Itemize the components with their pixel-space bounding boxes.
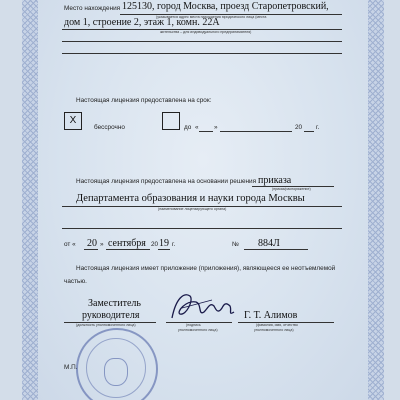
location-line2: дом 1, строение 2, этаж 1, комн. 22А bbox=[64, 17, 220, 28]
basis-year-line bbox=[158, 249, 170, 250]
until-month-line bbox=[220, 131, 292, 132]
location-underline-3 bbox=[62, 41, 342, 42]
until-year-line bbox=[304, 131, 314, 132]
signer-name-note1: (фамилия, имя, отчество bbox=[256, 323, 298, 327]
location-note1: (указывается адрес места нахождения юридического лица (места bbox=[156, 15, 267, 19]
basis-day-line bbox=[84, 249, 98, 250]
location-underline-4 bbox=[62, 53, 342, 54]
basis-label: Настоящая лицензия предоставлена на основании решения bbox=[76, 178, 257, 185]
basis-number-line bbox=[244, 249, 308, 250]
basis-extra-line bbox=[62, 228, 342, 229]
indefinite-checkbox: X bbox=[64, 112, 82, 130]
basis-doc-type-note: (приказ/распоряжение) bbox=[272, 187, 311, 191]
appendix-line1: Настоящая лицензия имеет приложение (приложения), являющееся ее неотъемлемой bbox=[76, 265, 336, 272]
basis-day: 20 bbox=[87, 238, 97, 249]
signer-position-line1: Заместитель bbox=[88, 298, 141, 309]
basis-authority: Департамента образования и науки города Москвы bbox=[76, 193, 305, 204]
basis-century: 20 bbox=[151, 241, 159, 248]
basis-number-sign: № bbox=[232, 241, 239, 248]
until-label: до bbox=[184, 124, 192, 131]
basis-year-unit: г. bbox=[172, 241, 176, 248]
basis-month-line bbox=[106, 249, 150, 250]
stamp-emblem bbox=[104, 358, 128, 386]
signer-position-line2: руководителя bbox=[82, 310, 140, 321]
signer-name: Г. Т. Алимов bbox=[244, 310, 298, 321]
until-day-line bbox=[199, 131, 213, 132]
mp-label: М.П. bbox=[64, 364, 78, 371]
basis-doc-type: приказа bbox=[258, 175, 292, 186]
until-quote-close: » bbox=[214, 124, 218, 131]
until-year-unit: г. bbox=[316, 124, 320, 131]
basis-month: сентября bbox=[108, 238, 146, 249]
signer-position-note: (должность уполномоченного лица) bbox=[76, 323, 136, 327]
signer-name-note2: уполномоченного лица) bbox=[254, 328, 294, 332]
signature-note2: уполномоченного лица) bbox=[178, 328, 218, 332]
location-label: Место нахождения bbox=[64, 5, 121, 12]
signature-note1: (подпись bbox=[186, 323, 201, 327]
until-checkbox bbox=[162, 112, 180, 130]
indefinite-label: бессрочно bbox=[94, 124, 125, 131]
location-line1: 125130, город Москва, проезд Старопетровский, bbox=[122, 1, 329, 12]
appendix-line2: частью. bbox=[64, 278, 87, 285]
until-year-prefix: 20 bbox=[295, 124, 303, 131]
location-note2: жительства – для индивидуального предпринимателя) bbox=[160, 30, 252, 34]
basis-date-from: от « bbox=[64, 241, 76, 248]
basis-authority-note: (наименование лицензирующего органа) bbox=[158, 207, 227, 211]
basis-year: 19 bbox=[159, 238, 169, 249]
until-quote-open: « bbox=[195, 124, 199, 131]
handwritten-signature bbox=[168, 288, 238, 324]
basis-date-close: » bbox=[100, 241, 104, 248]
basis-number: 884Л bbox=[258, 238, 280, 249]
term-label: Настоящая лицензия предоставлена на срок: bbox=[76, 97, 212, 104]
